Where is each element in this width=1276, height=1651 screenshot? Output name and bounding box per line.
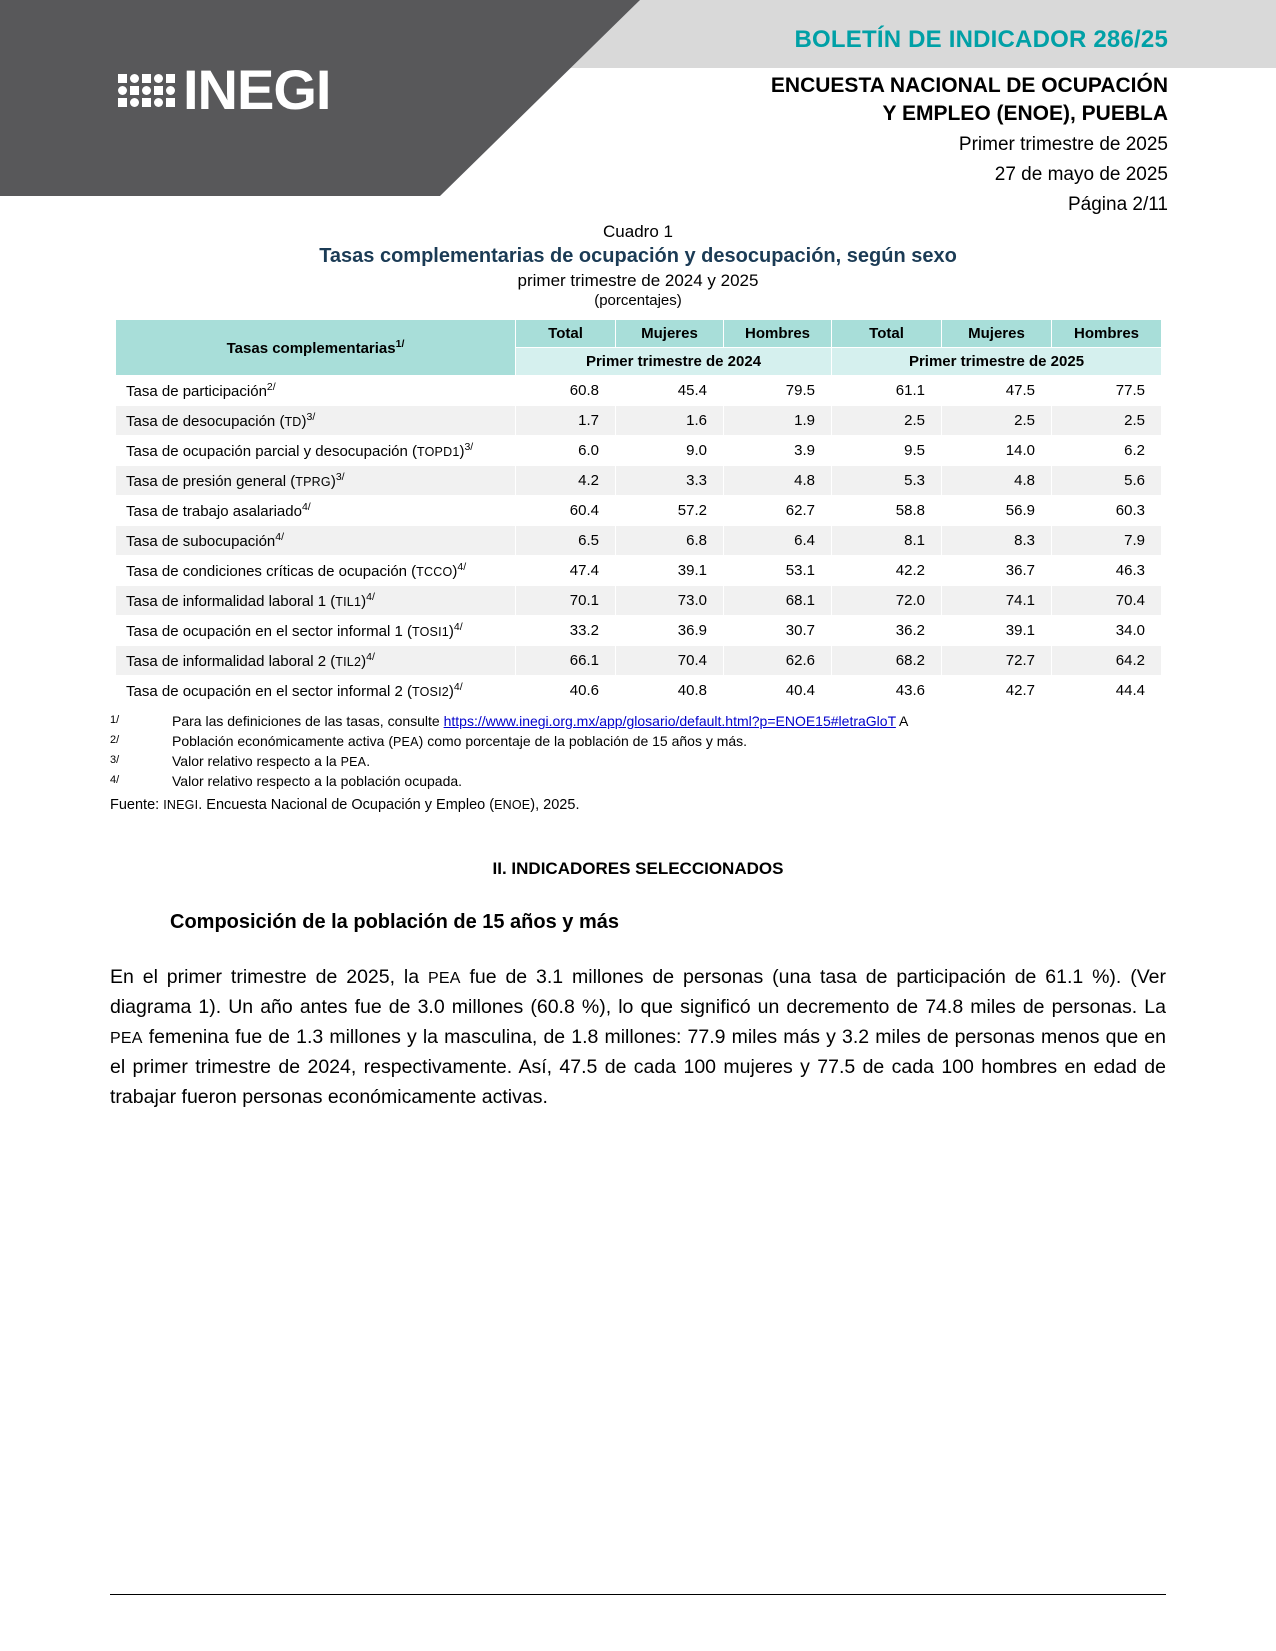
table-row-label: Tasa de ocupación en el sector informal 2 (TOSI2)$^{4/}$ [116,676,516,706]
table-cell-value: 42.2 [832,556,942,586]
table-cell-value: 14.0 [942,436,1052,466]
footnote [110,772,1161,791]
table-header-row-1 [116,320,1162,348]
source-middle: . Encuesta Nacional de Ocupación y Empleo ( [198,796,495,813]
table-row [116,556,1162,586]
table-cell-value: 2.5 [1052,406,1162,436]
col-head-mujeres-2025: Mujeres [942,320,1052,348]
table-cell-value: 66.1 [516,646,616,676]
table-cell-value: 43.6 [832,676,942,706]
col-head-total-2024: Total [516,320,616,348]
table-units: (porcentajes) [594,292,682,309]
table-row-label: Tasa de desocupación (TD)$^{3/}$ [116,406,516,436]
footnote-text: Valor relativo respecto a la PEA. [172,752,371,769]
table-cell-value: 36.9 [616,616,724,646]
footnote-marker: 4/ [110,773,120,786]
table-cell-value: 68.2 [832,646,942,676]
table-cell-value: 9.0 [616,436,724,466]
table-row [116,646,1162,676]
footer-divider [110,1594,1166,1595]
glossary-link[interactable]: https://www.inegi.org.mx/app/glosario/default.html?p=ENOE15#letraGloT [443,713,896,729]
table-cell-value: 57.2 [616,496,724,526]
table-row [116,526,1162,556]
paragraph-part-1: En el primer trimestre de 2025, la [110,965,428,988]
table-cell-value: 33.2 [516,616,616,646]
survey-title-line1: ENCUESTA NACIONAL DE OCUPACIÓN [770,74,1168,97]
table-row [116,466,1162,496]
table-row [116,496,1162,526]
table-row-label: Tasa de presión general (TPRG)$^{3/}$ [116,466,516,496]
table-cell-value: 8.3 [942,526,1052,556]
table-cell-value: 40.6 [516,676,616,706]
table-subtitle: primer trimestre de 2024 y 2025 [517,271,759,290]
table-row-label: Tasa de condiciones críticas de ocupación (TCCO)$^{4/}$ [116,556,516,586]
table-cell-value: 70.4 [616,646,724,676]
rowheader-sup: 1/ [395,338,405,350]
table-cell-value: 53.1 [724,556,832,586]
table-row [116,436,1162,466]
table-row [116,586,1162,616]
col-head-hombres-2024: Hombres [724,320,832,348]
survey-title-line2: Y EMPLEO (ENOE), PUEBLA [882,102,1168,126]
table-cell-value: 62.7 [724,496,832,526]
table-cell-value: 77.5 [1052,376,1162,406]
inegi-logo [118,58,331,121]
table-cell-value: 72.0 [832,586,942,616]
footnote [110,732,1161,751]
table-cell-value: 47.5 [942,376,1052,406]
table-cell-value: 9.5 [832,436,942,466]
table-cell-value: 42.7 [942,676,1052,706]
table-row [116,676,1162,706]
table-cell-value: 72.7 [942,646,1052,676]
inegi-logo-text: INEGI [183,58,331,121]
table-cell-value: 40.4 [724,676,832,706]
header-right-block [771,26,1168,219]
table-cell-value: 1.9 [724,406,832,436]
footnote-text: Población económicamente activa (PEA) como porcentaje de la población de 15 años y más. [172,732,748,749]
table-cell-value: 34.0 [1052,616,1162,646]
table-cell-value: 68.1 [724,586,832,616]
header-date: 27 de mayo de 2025 [994,163,1168,185]
source-suffix: ), 2025. [530,796,580,813]
table-cell-value: 2.5 [832,406,942,436]
table-cell-value: 2.5 [942,406,1052,436]
table-title: Tasas complementarias de ocupación y desocupación, según sexo [319,245,957,267]
table-row [116,376,1162,406]
header-page-number: Página 2/11 [1067,193,1168,215]
complementary-rates-table [115,319,1162,706]
footnote-marker: 1/ [110,714,120,726]
table-cell-value: 74.1 [942,586,1052,616]
table-cell-value: 7.9 [1052,526,1162,556]
table-cell-value: 3.9 [724,436,832,466]
table-cell-value: 1.7 [516,406,616,436]
footnote-marker: 2/ [110,733,120,746]
section-title: II. INDICADORES SELECCIONADOS [492,858,784,878]
source-abbr-inegi: INEGI [163,797,199,812]
table-row-label: Tasa de participación$^{2/}$ [116,376,516,406]
table-row-label: Tasa de informalidad laboral 2 $(TIL2)^{4/}$ [116,646,516,676]
page-header [0,0,1276,215]
table-cell-value: 30.7 [724,616,832,646]
table-cell-value: 47.4 [516,556,616,586]
paragraph-part-3: femenina fue de 1.3 millones y la masculina, de 1.8 millones: 77.9 miles más y 3.2 miles de personas menos que en el primer trimestre de 2024, respectivamente. Así, 47.5 de cada 100 mujeres y 77.5 de cada 100 hombres en edad de trabajar fueron personas económicamente activas. [110,1026,1166,1109]
table-cell-value: 73.0 [616,586,724,616]
table-cell-value: 70.4 [1052,586,1162,616]
table-cell-value: 6.8 [616,526,724,556]
table-cell-value: 44.4 [1052,676,1162,706]
table-cell-value: 4.8 [942,466,1052,496]
footnote [110,752,1161,771]
table-body [116,376,1162,706]
table-row-label: Tasa de ocupación en el sector informal 1 (TOSI1)$^{4/}$ [116,616,516,646]
col-head-mujeres-2024: Mujeres [616,320,724,348]
table-cell-value: 6.5 [516,526,616,556]
table-cell-value: 36.7 [942,556,1052,586]
table-row [116,616,1162,646]
paragraph-abbr-pea-2: PEA [110,1030,143,1047]
table-cell-value: 5.6 [1052,466,1162,496]
rowheader-label: Tasas complementarias [226,340,396,357]
table-row [116,406,1162,436]
paragraph-abbr-pea-1: PEA [427,969,461,987]
table-rowheader-title [116,320,516,376]
table-cell-value: 61.1 [832,376,942,406]
table-cell-value: 70.1 [516,586,616,616]
subsection-title: Composición de la población de 15 años y más [170,910,620,933]
table-cell-value: 39.1 [942,616,1052,646]
table-cell-value: 45.4 [616,376,724,406]
table-cell-value: 6.2 [1052,436,1162,466]
table-cell-value: 58.8 [832,496,942,526]
col-head-hombres-2025: Hombres [1052,320,1162,348]
table-row-label: Tasa de subocupación$^{4/}$ [116,526,516,556]
footnote [110,712,1161,731]
footnote-text: Para las definiciones de las tasas, consulte https://www.inegi.org.mx/app/glosario/default.html?p=ENOE15#letraGloT A [172,713,909,729]
period-header-2024: Primer trimestre de 2024 [516,348,832,376]
table-cell-value: 60.3 [1052,496,1162,526]
table-cell-value: 4.8 [724,466,832,496]
table-caption [0,222,1276,309]
table-cell-value: 60.8 [516,376,616,406]
table-cell-value: 6.0 [516,436,616,466]
table-cell-value: 56.9 [942,496,1052,526]
footnote-marker: 3/ [110,753,120,766]
table-cell-value: 40.8 [616,676,724,706]
table-cell-value: 5.3 [832,466,942,496]
table-row-label: Tasa de trabajo asalariado$^{4/}$ [116,496,516,526]
table-number: Cuadro 1 [603,222,673,241]
table-cell-value: 1.6 [616,406,724,436]
period-header-2025: Primer trimestre de 2025 [832,348,1162,376]
table-row-label: Tasa de ocupación parcial y desocupación (TOPD1)$^{3/}$ [116,436,516,466]
inegi-logo-mark-icon [118,74,175,107]
table-cell-value: 64.2 [1052,646,1162,676]
source-prefix: Fuente: [110,796,164,813]
table-footnotes [110,712,1161,791]
header-quarter: Primer trimestre de 2025 [958,133,1168,155]
footnote-text: Valor relativo respecto a la población ocupada. [172,772,463,789]
table-source [110,797,1161,813]
table-container [115,319,1161,706]
table-cell-value: 3.3 [616,466,724,496]
table-cell-value: 8.1 [832,526,942,556]
table-cell-value: 4.2 [516,466,616,496]
paragraph-part-2: fue de 3.1 millones de personas (una tasa de participación de 61.1 %). (Ver diagrama 1). Un año antes fue de 3.0 millones (60.8 %), lo que significó un decremento de 74.8 miles de personas. La [110,965,1166,1018]
source-abbr-enoe: ENOE [494,797,531,812]
table-cell-value: 62.6 [724,646,832,676]
bulletin-number: BOLETÍN DE INDICADOR 286/25 [794,26,1168,53]
table-row-label: Tasa de informalidad laboral 1 $(TIL1)^{4/}$ [116,586,516,616]
table-cell-value: 39.1 [616,556,724,586]
table-cell-value: 6.4 [724,526,832,556]
table-cell-value: 79.5 [724,376,832,406]
col-head-total-2025: Total [832,320,942,348]
table-cell-value: 46.3 [1052,556,1162,586]
table-cell-value: 36.2 [832,616,942,646]
table-cell-value: 60.4 [516,496,616,526]
body-paragraph [110,962,1166,1113]
